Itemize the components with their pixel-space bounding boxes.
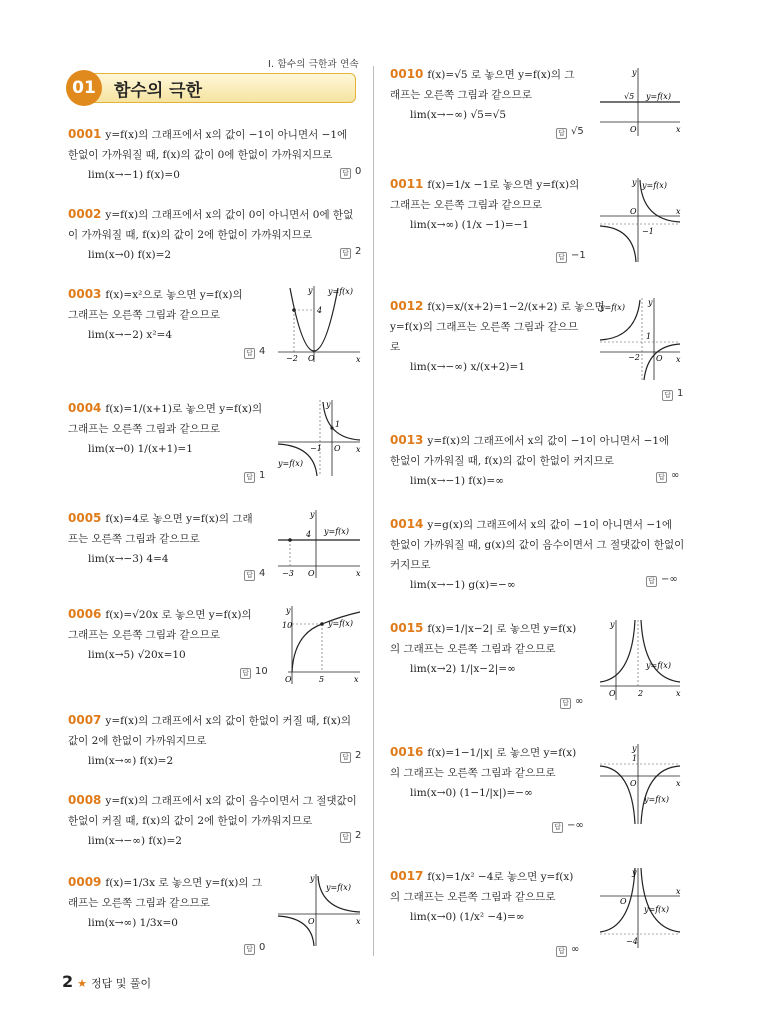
problem-text: f(x)=1/3x 로 놓으면 y=f(x)의 그 bbox=[105, 877, 262, 889]
answer-0013: 답 ∞ bbox=[656, 470, 679, 483]
x-tick: −3 bbox=[282, 569, 294, 578]
curve-label: y=f(x) bbox=[646, 661, 671, 670]
curve-label: y=f(x) bbox=[644, 905, 669, 914]
problem-text: f(x)=1/(x+1)로 놓으면 y=f(x)의 bbox=[105, 403, 263, 415]
graph-0004 bbox=[276, 398, 362, 478]
y-axis-label: y bbox=[648, 298, 653, 307]
curve-label: y=f(x) bbox=[326, 883, 351, 892]
x-axis-label: x bbox=[676, 207, 681, 216]
problem-number: 0009 bbox=[68, 875, 102, 889]
answer-mark-icon: 답 bbox=[244, 570, 255, 581]
section-label: I. 함수의 극한과 연속 bbox=[268, 59, 359, 70]
origin-label: O bbox=[630, 207, 637, 216]
problem-formula: lim(x→−∞) f(x)=2 bbox=[88, 835, 182, 847]
problem-text: f(x)=x/(x+2)=1−2/(x+2) 로 놓으면 bbox=[427, 301, 605, 313]
answer-0012: 답 1 bbox=[662, 388, 683, 401]
problem-formula: lim(x→0) (1−1/|x|)=−∞ bbox=[410, 787, 533, 799]
graph-0017 bbox=[598, 866, 682, 950]
x-tick: 5 bbox=[319, 675, 325, 684]
problem-text: f(x)=√5 로 놓으면 y=f(x)의 그 bbox=[427, 69, 575, 81]
answer-mark-icon: 답 bbox=[556, 128, 567, 139]
problem-formula: lim(x→∞) f(x)=2 bbox=[88, 755, 174, 767]
problem-formula: lim(x→0) 1/(x+1)=1 bbox=[88, 443, 193, 455]
x-axis-label: x bbox=[676, 779, 681, 788]
problem-text: 로 bbox=[390, 341, 401, 353]
problem-number: 0003 bbox=[68, 287, 102, 301]
problem-number: 0008 bbox=[68, 793, 102, 807]
problem-number: 0016 bbox=[390, 745, 424, 759]
problem-formula: lim(x→−1) f(x)=0 bbox=[88, 169, 180, 181]
y-tick: 4 bbox=[317, 306, 323, 315]
y-axis-label: y bbox=[632, 178, 637, 187]
problem-formula: lim(x→−3) 4=4 bbox=[88, 553, 169, 565]
graph-0009 bbox=[276, 872, 362, 948]
answer-0016: 답 −∞ bbox=[552, 820, 584, 833]
origin-label: O bbox=[334, 444, 341, 453]
graph-0011 bbox=[598, 176, 682, 264]
y-axis-label: y bbox=[632, 744, 637, 753]
problem-0008 bbox=[68, 790, 357, 851]
problem-0016 bbox=[390, 742, 576, 803]
x-axis-label: x bbox=[676, 355, 681, 364]
problem-text: 한없이 커질 때, f(x)의 값이 2에 한없이 가까워지므로 bbox=[68, 815, 313, 827]
y-axis-label: y bbox=[632, 868, 637, 877]
problem-number: 0015 bbox=[390, 621, 424, 635]
y-tick: −1 bbox=[642, 227, 654, 236]
problem-0009 bbox=[68, 872, 262, 933]
answer-mark-icon: 답 bbox=[244, 944, 255, 955]
origin-label: O bbox=[308, 569, 315, 578]
graph-0015 bbox=[598, 618, 682, 702]
chapter-title: 함수의 극한 bbox=[114, 81, 203, 101]
y-axis-label: y bbox=[632, 68, 637, 77]
problem-text: 프는 오른쪽 그림과 같으므로 bbox=[68, 533, 200, 545]
problem-0004 bbox=[68, 398, 262, 459]
problem-number: 0007 bbox=[68, 713, 102, 727]
problem-text: y=f(x)의 그래프에서 x의 값이 −1이 아니면서 −1에 bbox=[427, 435, 670, 447]
x-axis-label: x bbox=[676, 887, 681, 896]
problem-0017 bbox=[390, 866, 573, 927]
column-divider bbox=[373, 66, 374, 956]
origin-label: O bbox=[656, 354, 663, 363]
answer-0014: 답 −∞ bbox=[646, 574, 678, 587]
problem-formula: lim(x→−∞) x/(x+2)=1 bbox=[410, 361, 525, 373]
origin-label: O bbox=[630, 125, 637, 134]
problem-text: 그래프는 오른쪽 그림과 같으므로 bbox=[68, 423, 221, 435]
problem-0003 bbox=[68, 284, 243, 345]
problem-number: 0006 bbox=[68, 607, 102, 621]
problem-0013 bbox=[390, 430, 669, 491]
origin-label: O bbox=[285, 675, 292, 684]
graph-0003 bbox=[276, 284, 362, 364]
answer-mark-icon: 답 bbox=[662, 390, 673, 401]
page-number: 2 bbox=[62, 972, 74, 991]
problem-formula: lim(x→0) (1/x² −4)=∞ bbox=[410, 911, 525, 923]
answer-mark-icon: 답 bbox=[656, 472, 667, 483]
x-tick: −2 bbox=[628, 353, 640, 362]
problem-formula: lim(x→0) f(x)=2 bbox=[88, 249, 172, 261]
answer-mark-icon: 답 bbox=[560, 698, 571, 709]
y-tick: 1 bbox=[632, 754, 638, 763]
problem-text: 한없이 가까워질 때, f(x)의 값이 0에 한없이 가까워지므로 bbox=[68, 149, 333, 161]
problem-text: y=f(x)의 그래프에서 x의 값이 음수이면서 그 절댓값이 bbox=[105, 795, 357, 807]
answer-mark-icon: 답 bbox=[340, 752, 351, 763]
problem-number: 0004 bbox=[68, 401, 102, 415]
curve-label: y=f(x) bbox=[328, 287, 353, 296]
star-icon: ★ bbox=[77, 977, 88, 990]
problem-text: y=f(x)의 그래프에서 x의 값이 −1이 아니면서 −1에 bbox=[105, 129, 348, 141]
answer-0015: 답 ∞ bbox=[560, 696, 583, 709]
answer-0003: 답 4 bbox=[244, 346, 265, 359]
problem-text: f(x)=1/x² −4로 놓으면 y=f(x) bbox=[427, 871, 574, 883]
problem-formula: lim(x→∞) 1/3x=0 bbox=[88, 917, 178, 929]
graph-0012 bbox=[598, 296, 682, 382]
y-tick: 4 bbox=[306, 530, 312, 539]
problem-0011 bbox=[390, 174, 579, 235]
answer-mark-icon: 답 bbox=[646, 576, 657, 587]
problem-formula: lim(x→−2) x²=4 bbox=[88, 329, 173, 341]
origin-label: O bbox=[620, 897, 627, 906]
origin-label: O bbox=[308, 917, 315, 926]
problem-text: y=f(x)의 그래프에서 x의 값이 0이 아니면서 0에 한없 bbox=[105, 209, 354, 221]
curve-label: y=f(x) bbox=[278, 459, 303, 468]
problem-text: 의 그래프는 오른쪽 그림과 같으므로 bbox=[390, 767, 556, 779]
origin-label: O bbox=[609, 689, 616, 698]
answer-0004: 답 1 bbox=[244, 470, 265, 483]
chapter-banner bbox=[66, 70, 356, 106]
curve-label: y=f(x) bbox=[600, 303, 625, 312]
y-axis-label: y bbox=[310, 510, 315, 519]
problem-text: f(x)=1/|x−2| 로 놓으면 y=f(x) bbox=[427, 623, 577, 635]
x-axis-label: x bbox=[676, 689, 681, 698]
graph-0005 bbox=[276, 508, 362, 580]
problem-formula: lim(x→5) √20x=10 bbox=[88, 649, 186, 661]
answer-mark-icon: 답 bbox=[244, 472, 255, 483]
answer-0007: 답 2 bbox=[340, 750, 361, 763]
problem-text: 래프는 오른쪽 그림과 같으므로 bbox=[390, 89, 532, 101]
footer-label: 정답 및 풀이 bbox=[91, 977, 152, 990]
problem-text: 이 가까워질 때, f(x)의 값이 2에 한없이 가까워지므로 bbox=[68, 229, 313, 241]
origin-label: O bbox=[308, 354, 315, 363]
problem-text: y=f(x)의 그래프는 오른쪽 그림과 같으므 bbox=[390, 321, 579, 333]
problem-text: 의 그래프는 오른쪽 그림과 같으므로 bbox=[390, 891, 556, 903]
problem-number: 0002 bbox=[68, 207, 102, 221]
problem-text: f(x)=x²으로 놓으면 y=f(x)의 bbox=[105, 289, 243, 301]
problem-0007 bbox=[68, 710, 351, 771]
problem-text: 한없이 가까워질 때, g(x)의 값이 음수이면서 그 절댓값이 한없이 bbox=[390, 539, 685, 551]
graph-0010 bbox=[598, 66, 682, 138]
answer-mark-icon: 답 bbox=[340, 168, 351, 179]
curve-label: y=f(x) bbox=[644, 795, 669, 804]
answer-mark-icon: 답 bbox=[340, 248, 351, 259]
y-axis-label: y bbox=[286, 606, 291, 615]
answer-0011: 답 −1 bbox=[556, 250, 586, 263]
problem-text: 그래프는 오른쪽 그림과 같으므로 bbox=[68, 309, 221, 321]
answer-0010: 답 √5 bbox=[556, 126, 584, 139]
x-tick: −1 bbox=[310, 444, 322, 453]
problem-number: 0014 bbox=[390, 517, 424, 531]
problem-0010 bbox=[390, 64, 575, 125]
problem-text: y=g(x)의 그래프에서 x의 값이 −1이 아니면서 −1에 bbox=[427, 519, 673, 531]
problem-0002 bbox=[68, 204, 353, 265]
curve-label: y=f(x) bbox=[324, 527, 349, 536]
x-axis-label: x bbox=[356, 355, 361, 364]
problem-0006 bbox=[68, 604, 252, 665]
problem-formula: lim(x→−1) g(x)=−∞ bbox=[410, 579, 516, 591]
x-axis-label: x bbox=[356, 445, 361, 454]
problem-text: 한없이 가까워질 때, f(x)의 값이 한없이 커지므로 bbox=[390, 455, 614, 467]
problem-text: 의 그래프는 오른쪽 그림과 같으므로 bbox=[390, 643, 556, 655]
answer-mark-icon: 답 bbox=[556, 946, 567, 957]
problem-number: 0010 bbox=[390, 67, 424, 81]
y-axis-label: y bbox=[310, 874, 315, 883]
y-axis-label: y bbox=[610, 620, 615, 629]
x-tick: 2 bbox=[638, 689, 644, 698]
answer-0001: 답 0 bbox=[340, 166, 361, 179]
problem-number: 0017 bbox=[390, 869, 424, 883]
problem-0015 bbox=[390, 618, 576, 679]
page-footer bbox=[62, 972, 151, 991]
problem-number: 0011 bbox=[390, 177, 424, 191]
answer-mark-icon: 답 bbox=[244, 348, 255, 359]
problem-number: 0013 bbox=[390, 433, 424, 447]
y-tick: −4 bbox=[626, 937, 638, 946]
problem-formula: lim(x→2) 1/|x−2|=∞ bbox=[410, 663, 516, 675]
curve-label: y=f(x) bbox=[642, 181, 667, 190]
problem-text: 그래프는 오른쪽 그림과 같으므로 bbox=[68, 629, 221, 641]
problem-0001 bbox=[68, 124, 347, 185]
y-tick: 10 bbox=[282, 621, 293, 630]
problem-number: 0005 bbox=[68, 511, 102, 525]
problem-text: y=f(x)의 그래프에서 x의 값이 한없이 커질 때, f(x)의 bbox=[105, 715, 352, 727]
answer-0017: 답 ∞ bbox=[556, 944, 579, 957]
x-axis-label: x bbox=[354, 675, 359, 684]
x-axis-label: x bbox=[356, 569, 361, 578]
answer-0008: 답 2 bbox=[340, 830, 361, 843]
problem-number: 0012 bbox=[390, 299, 424, 313]
answer-0006: 답 10 bbox=[240, 666, 268, 679]
answer-0002: 답 2 bbox=[340, 246, 361, 259]
problem-formula: lim(x→−1) f(x)=∞ bbox=[410, 475, 504, 487]
x-axis-label: x bbox=[356, 917, 361, 926]
problem-text: f(x)=1/x −1로 놓으면 y=f(x)의 bbox=[427, 179, 580, 191]
graph-0006 bbox=[282, 604, 362, 686]
answer-0005: 답 4 bbox=[244, 568, 265, 581]
answer-mark-icon: 답 bbox=[556, 252, 567, 263]
y-tick: 1 bbox=[646, 332, 652, 341]
answer-0009: 답 0 bbox=[244, 942, 265, 955]
problem-number: 0001 bbox=[68, 127, 102, 141]
problem-formula: lim(x→∞) (1/x −1)=−1 bbox=[410, 219, 530, 231]
problem-formula: lim(x→−∞) √5=√5 bbox=[410, 109, 507, 121]
answer-mark-icon: 답 bbox=[552, 822, 563, 833]
y-axis-label: y bbox=[326, 400, 331, 409]
curve-label: y=f(x) bbox=[328, 619, 353, 628]
problem-0012 bbox=[390, 296, 605, 377]
answer-mark-icon: 답 bbox=[340, 832, 351, 843]
x-tick: −2 bbox=[286, 354, 298, 363]
problem-text: 래프는 오른쪽 그림과 같으므로 bbox=[68, 897, 210, 909]
problem-text: f(x)=4로 놓으면 y=f(x)의 그래 bbox=[105, 513, 253, 525]
y-axis-label: y bbox=[308, 286, 313, 295]
problem-0014 bbox=[390, 514, 684, 595]
y-tick: 1 bbox=[335, 420, 341, 429]
problem-text: f(x)=1−1/|x| 로 놓으면 y=f(x) bbox=[427, 747, 577, 759]
curve-label: y=f(x) bbox=[646, 92, 671, 101]
problem-text: 커지므로 bbox=[390, 559, 431, 571]
problem-text: 값이 2에 한없이 가까워지므로 bbox=[68, 735, 207, 747]
chapter-number: 01 bbox=[66, 70, 102, 106]
graph-0016 bbox=[598, 742, 682, 826]
problem-text: f(x)=√20x 로 놓으면 y=f(x)의 bbox=[105, 609, 252, 621]
problem-text: 그래프는 오른쪽 그림과 같으므로 bbox=[390, 199, 543, 211]
y-tick: √5 bbox=[624, 92, 635, 101]
origin-label: O bbox=[630, 779, 637, 788]
answer-mark-icon: 답 bbox=[240, 668, 251, 679]
x-axis-label: x bbox=[676, 125, 681, 134]
problem-0005 bbox=[68, 508, 253, 569]
